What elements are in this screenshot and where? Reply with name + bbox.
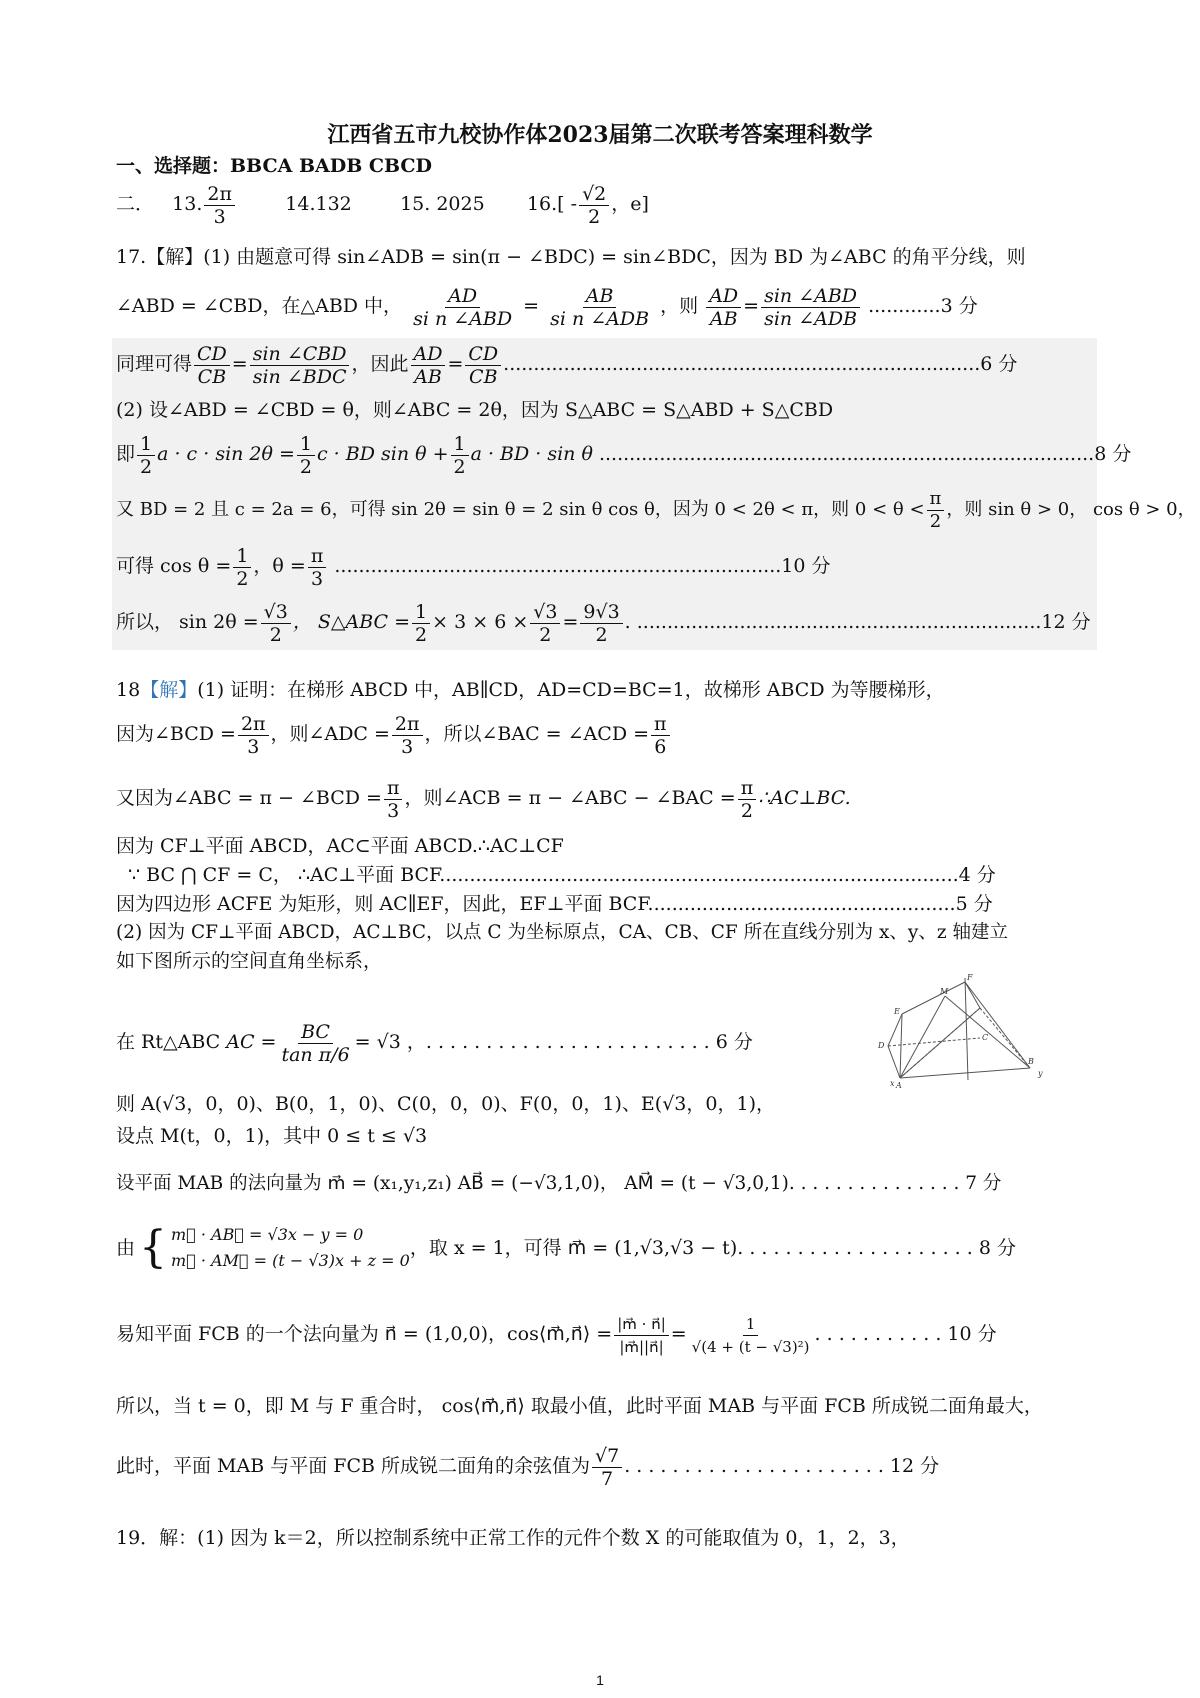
fraction: $\frac{\pi}{3}$ — [384, 777, 403, 822]
coordinate-figure — [870, 968, 1050, 1088]
fig-label-A: A — [896, 1081, 902, 1088]
p17-line-6: 又 BD = 2 且 c = 2a = 6，可得 sin 2θ = sin θ = 2 sin θ cos θ，因为 0 < 2θ < π，则 0 < θ < $\frac{\pi}{2}$ ，则 sin θ > 0， cos θ > 0， — [116, 487, 1196, 532]
p17-line-5: 即 $\frac{1}{2}$ a · c · sin 2θ = $\frac{1}{2}$ c · BD sin θ + $\frac{1}{2}$ a · BD · sin θ ..................................................................................8 分 — [116, 432, 1132, 478]
fraction: $\frac{\pi}{3}$ — [308, 545, 327, 590]
p18-line-3: 又因为∠ABC = π − ∠BCD = $\frac{\pi}{3}$ ，则∠ACB = π − ∠ABC − ∠BAC = $\frac{\pi}{2}$ ∴AC⊥BC. — [116, 776, 851, 822]
fraction: $\frac{√2}{2}$ — [579, 183, 609, 228]
p17-line-2: ∠ABD = ∠CBD，在△ABD 中， $\frac{AD}{\text{si n ∠ABD}}$ = $\frac{AB}{\text{si n ∠ADB}}$ ，则 $\frac{AD}{AB}$ = $\frac{\text{sin ∠ABD}}{\text{sin ∠ADB}}$ ............3 分 — [116, 284, 978, 330]
fig-label-x: x — [890, 1079, 895, 1088]
fraction: $\frac{2\pi}{3}$ — [204, 183, 235, 228]
page-title: 江西省五市九校协作体2023届第二次联考答案理科数学 — [327, 122, 873, 148]
fraction: $\frac{1}{2}$ — [137, 433, 155, 478]
section-1-choice: 一、选择题：BBCA BADB CBCD — [116, 155, 433, 177]
fraction: $\frac{\pi}{2}$ — [738, 777, 757, 822]
fraction: $\frac{9√3}{2}$ — [580, 601, 622, 646]
p18-line-5: ∵ BC ⋂ CF = C， ∴AC⊥平面 BCF......................................................................................4 分 — [128, 864, 996, 886]
fraction: $\frac{√3}{2}$ — [530, 601, 560, 646]
fig-label-y: y — [1038, 1069, 1043, 1078]
p18-line-6: 因为四边形 ACFE 为矩形，则 AC∥EF，因此，EF⊥平面 BCF...................................................5 分 — [116, 893, 993, 915]
p17-line-4: (2) 设∠ABD = ∠CBD = θ，则∠ABC = 2θ，因为 S△ABC = S△ABD + S△CBD — [116, 399, 834, 421]
fig-label-D: D — [878, 1041, 885, 1050]
brace: { — [139, 1222, 168, 1273]
fraction: $\frac{\text{sin ∠CBD}}{\text{sin ∠BDC}}$ — [250, 343, 350, 388]
fig-label-F: F — [967, 973, 973, 982]
fraction: $\frac{2\pi}{3}$ — [238, 713, 269, 758]
p18-line-15: 所以，当 t = 0，即 M 与 F 重合时， cos⟨m⃗,n⃗⟩ 取最小值，此时平面 MAB 与平面 FCB 所成锐二面角最大， — [116, 1395, 1043, 1417]
fig-label-M: M — [940, 987, 949, 996]
fraction: $\frac{√7}{7}$ — [592, 1445, 622, 1490]
fraction: $\frac{1}{2}$ — [451, 433, 469, 478]
fig-label-C: C — [982, 1033, 989, 1042]
p17-line-7: 可得 cos θ = $\frac{1}{2}$ ，θ = $\frac{\pi}{3}$ ..........................................................................10 分 — [116, 544, 831, 590]
page-number: 1 — [596, 1672, 604, 1688]
p18-line-16: 此时，平面 MAB 与平面 FCB 所成锐二面角的余弦值为 $\frac{√7}{7}$ . . . . . . . . . . . . . . . . . . . . . . 12 分 — [116, 1444, 940, 1490]
p18-line-1: 18【解】(1) 证明：在梯形 ABCD 中，AB∥CD，AD=CD=BC=1，故梯形 ABCD 为等腰梯形， — [116, 679, 945, 701]
fraction: $\frac{√3}{2}$ — [261, 601, 291, 646]
p18-line-13: 由 { m⃗ · AB⃗ = √3x − y = 0 m⃗ · AM⃗ = (t − √3)x + z = 0 ，取 x = 1，可得 m⃗ = (1,√3,√3 − t). . . . . . . . . . . . . . . . . . . . 8 分 — [116, 1222, 1016, 1273]
fraction: $\frac{\pi}{6}$ — [651, 713, 670, 758]
p18-line-10: 则 A(√3，0，0)、B(0，1，0)、C(0，0，0)、F(0，0，1)、E(√3，0，1)， — [116, 1093, 775, 1115]
fraction: $\frac{\pi}{2}$ — [927, 488, 945, 533]
fig-label-E: E — [894, 1007, 900, 1016]
p18-line-11: 设点 M(t，0，1)，其中 0 ≤ t ≤ √3 — [116, 1125, 428, 1147]
p18-line-2: 因为∠BCD = $\frac{2\pi}{3}$ ，则∠ADC = $\frac{2\pi}{3}$ ，所以∠BAC = ∠ACD = $\frac{\pi}{6}$ — [116, 706, 672, 762]
fraction: $\frac{1}{2}$ — [412, 601, 430, 646]
fraction: $\frac{AD}{AB}$ — [706, 285, 741, 330]
section-2-fill: 二． 13. $\frac{2\pi}{3}$ 14.132 15. 2025 16.[ - $\frac{√2}{2}$ ，e] — [116, 182, 649, 228]
fraction: $\frac{1}{\text{√(4 + (t − √3)²)}}$ — [691, 1314, 810, 1356]
p18-line-12: 设平面 MAB 的法向量为 m⃗ = (x₁,y₁,z₁) AB⃗ = (−√3,1,0)， AM⃗ = (t − √3,0,1). . . . . . . . . . . . . . . 7 分 — [116, 1173, 1002, 1194]
fraction: $\frac{\text{sin ∠ABD}}{\text{sin ∠ADB}}$ — [761, 285, 860, 330]
fig-label-B: B — [1028, 1057, 1034, 1066]
fraction: $\frac{1}{2}$ — [297, 433, 315, 478]
p17-line-3: 同理可得 $\frac{CD}{CB}$ = $\frac{\text{sin ∠CBD}}{\text{sin ∠BDC}}$ ，因此 $\frac{AD}{AB}$ = $\frac{CD}{CB}$ ...............................................................................6 分 — [116, 342, 1018, 388]
p18-line-9: 在 Rt△ABC AC = $\frac{BC}{\text{tan π/6}}$ = √3 ，. . . . . . . . . . . . . . . . . . . . . . . . 6 分 — [116, 1020, 753, 1066]
p18-line-14: 易知平面 FCB 的一个法向量为 n⃗ = (1,0,0)，cos⟨m⃗,n⃗⟩ = $\frac{|m⃗ \cdot n⃗|}{|m⃗||n⃗|}$ = $\frac{1}{\text{√(4 + (t − √3)²)}}$ . . . . . . . . . . . 10 分 — [116, 1314, 997, 1356]
fraction: $\frac{AB}{\text{si n ∠ADB}}$ — [550, 284, 650, 330]
p17-line-1: 17.【解】(1) 由题意可得 sin∠ADB = sin(π − ∠BDC) = sin∠BDC，因为 BD 为∠ABC 的角平分线，则 — [116, 246, 1026, 268]
fraction: $\frac{1}{2}$ — [233, 545, 251, 590]
fraction: $\frac{CD}{CB}$ — [194, 343, 230, 388]
p18-line-4: 因为 CF⊥平面 ABCD，AC⊂平面 ABCD.∴AC⊥CF — [116, 835, 564, 857]
p17-line-8: 所以， sin 2θ = $\frac{√3}{2}$ ， S△ABC = $\frac{1}{2}$ × 3 × 6 × $\frac{√3}{2}$ = $\frac{9√3}{2}$ . ...................................................................12 分 — [116, 600, 1091, 646]
fraction: $\frac{2\pi}{3}$ — [392, 713, 423, 758]
fraction: $\frac{AD}{\text{si n ∠ABD}}$ — [413, 284, 513, 330]
fraction: $\frac{CD}{CB}$ — [465, 343, 501, 388]
p19-line-1: 19．解：(1) 因为 k＝2，所以控制系统中正常工作的元件个数 X 的可能取值为 0，1，2，3， — [116, 1527, 910, 1549]
fraction: $\frac{BC}{\text{tan π/6}}$ — [281, 1020, 350, 1066]
fraction: $\frac{|m⃗ \cdot n⃗|}{|m⃗||n⃗|}$ — [614, 1313, 669, 1358]
p18-line-7: (2) 因为 CF⊥平面 ABCD，AC⊥BC，以点 C 为坐标原点，CA、CB、CF 所在直线分别为 x、y、z 轴建立 — [116, 922, 1008, 943]
fraction: $\frac{AD}{AB}$ — [411, 343, 446, 388]
p18-line-8: 如下图所示的空间直角坐标系， — [116, 950, 383, 972]
